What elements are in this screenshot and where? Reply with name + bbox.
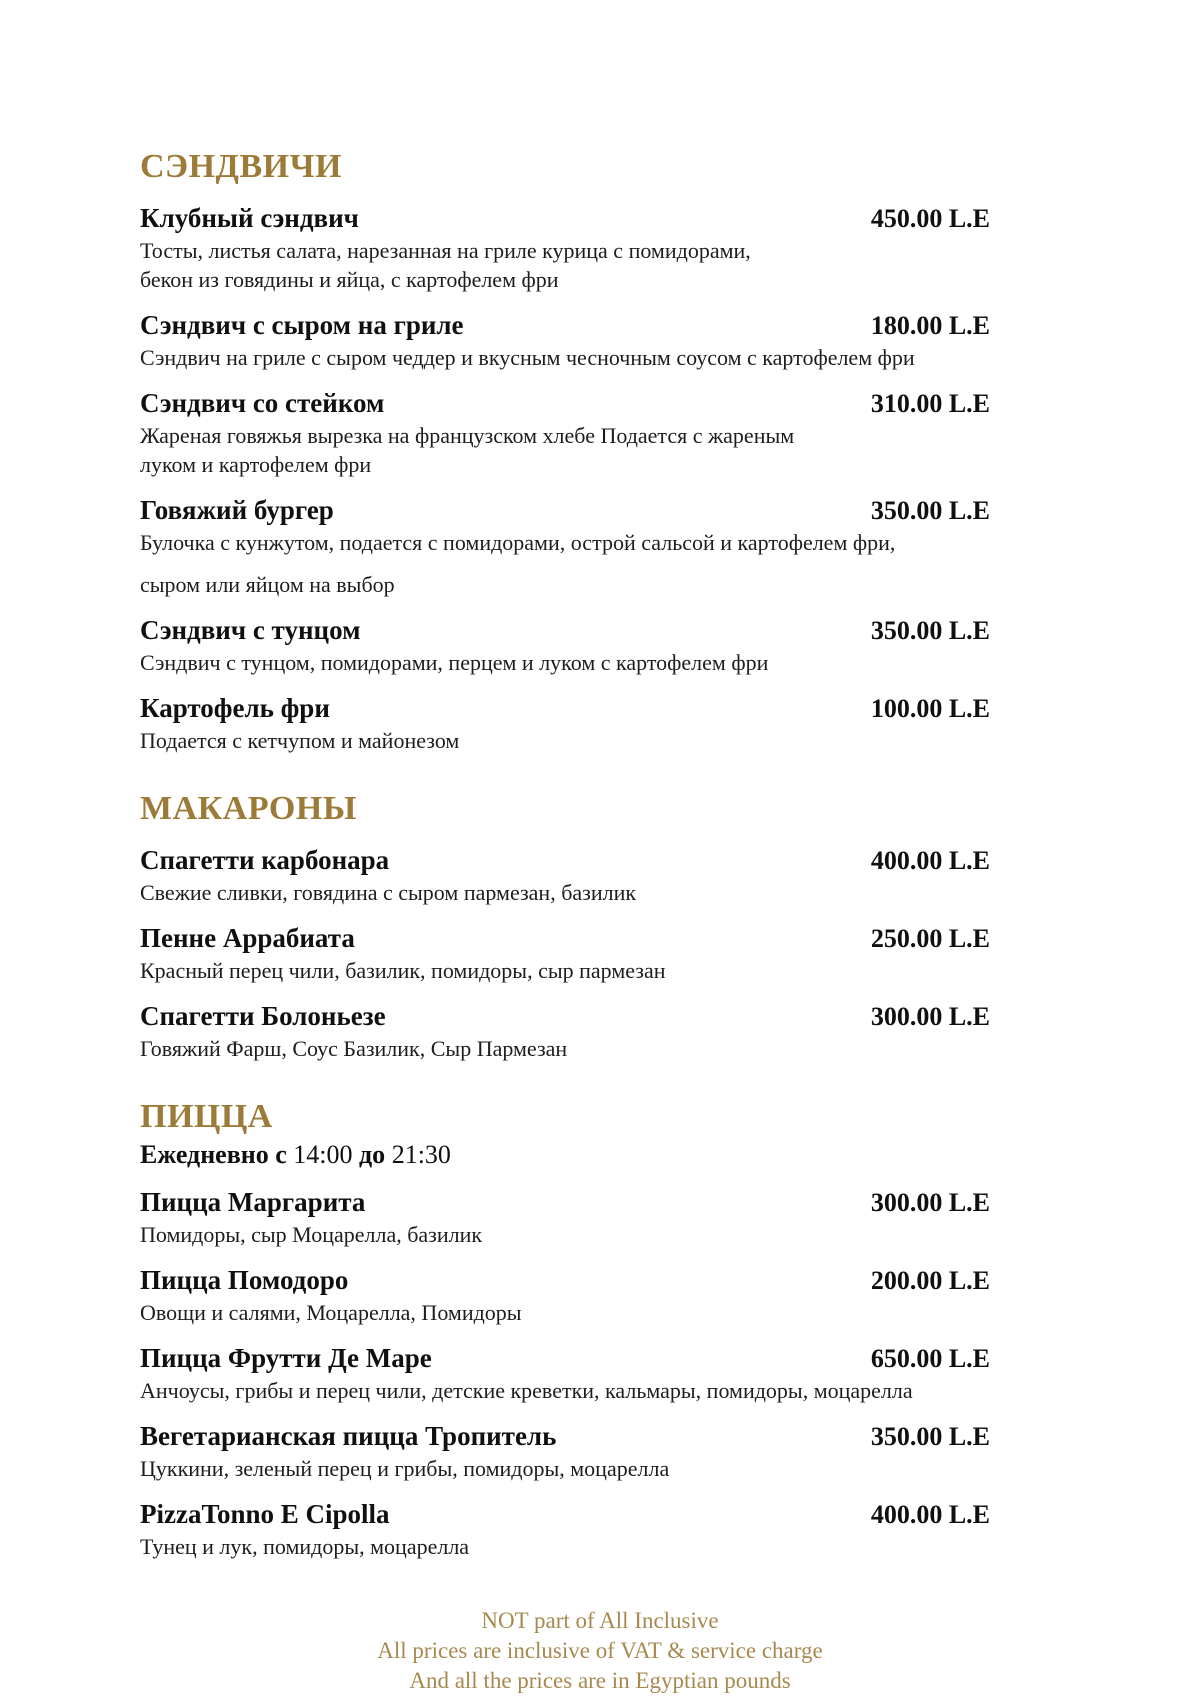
item-row <box>140 692 1012 725</box>
footer-notes <box>140 1606 1060 1696</box>
item-name: Пицца Помодоро <box>140 1265 349 1295</box>
item-description: Подается с кетчупом и майонезом <box>140 728 460 753</box>
item-description: Жареная говяжья вырезка на французском хлебе Подается с жареным <box>140 423 795 448</box>
schedule-time-start: 14:00 <box>293 1140 353 1169</box>
item-description: Сэндвич с тунцом, помидорами, перцем и луком с картофелем фри <box>140 650 769 675</box>
item-description: Тосты, листья салата, нарезанная на гриле курица с помидорами, <box>140 238 751 263</box>
item-price: 350.00 L.E <box>870 496 990 525</box>
item-name: Вегетарианская пицца Тропитель <box>140 1421 557 1451</box>
item-description: Говяжий Фарш, Соус Базилик, Сыр Пармезан <box>140 1036 568 1061</box>
item-row <box>140 614 1012 647</box>
menu-item-tuna-sandwich <box>140 614 1012 676</box>
item-name: Говяжий бургер <box>140 495 334 525</box>
item-row <box>140 1264 1012 1297</box>
item-price: 300.00 L.E <box>870 1002 990 1031</box>
item-description: Свежие сливки, говядина с сыром пармезан, базилик <box>140 880 637 905</box>
menu-item-steak-sandwich <box>140 387 1012 478</box>
item-name: Спагетти Болоньезе <box>140 1001 386 1031</box>
item-price: 400.00 L.E <box>870 1500 990 1529</box>
item-price: 180.00 L.E <box>870 311 990 340</box>
item-row <box>140 1186 1012 1219</box>
item-row <box>140 1498 1012 1531</box>
item-description: Анчоусы, грибы и перец чили, детские креветки, кальмары, помидоры, моцарелла <box>140 1378 913 1403</box>
menu-item-spaghetti-carbonara <box>140 844 1012 906</box>
item-description: Красный перец чили, базилик, помидоры, сыр пармезан <box>140 958 666 983</box>
item-price: 250.00 L.E <box>870 924 990 953</box>
item-row <box>140 494 1012 527</box>
item-row <box>140 387 1012 420</box>
item-description: Овощи и салями, Моцарелла, Помидоры <box>140 1300 522 1325</box>
item-description: Помидоры, сыр Моцарелла, базилик <box>140 1222 483 1247</box>
item-description: Цуккини, зеленый перец и грибы, помидоры, моцарелла <box>140 1456 670 1481</box>
item-row <box>140 1420 1012 1453</box>
item-description: Тунец и лук, помидоры, моцарелла <box>140 1534 470 1559</box>
menu-item-beef-burger <box>140 494 1012 598</box>
item-name: Пицца Фрутти Де Маре <box>140 1343 432 1373</box>
item-row <box>140 309 1012 342</box>
schedule-label-until: до <box>359 1140 386 1169</box>
menu-item-vegetarian-pizza-tropitel <box>140 1420 1012 1482</box>
item-name: PizzaTonno E Cipolla <box>140 1499 390 1529</box>
item-name: Сэндвич с тунцом <box>140 615 361 645</box>
menu-item-penne-arrabiata <box>140 922 1012 984</box>
item-row <box>140 1342 1012 1375</box>
item-name: Клубный сэндвич <box>140 203 359 233</box>
menu-item-spaghetti-bolognese <box>140 1000 1012 1062</box>
item-price: 100.00 L.E <box>870 694 990 723</box>
menu-item-pizza-tonno-e-cipolla <box>140 1498 1012 1560</box>
item-row <box>140 1000 1012 1033</box>
item-price: 300.00 L.E <box>870 1188 990 1217</box>
footer-note-vat: All prices are inclusive of VAT & service charge <box>377 1638 823 1663</box>
footer-note-currency: And all the prices are in Egyptian pounds <box>409 1668 791 1693</box>
item-description: луком и картофелем фри <box>140 452 372 477</box>
item-price: 200.00 L.E <box>870 1266 990 1295</box>
item-name: Сэндвич со стейком <box>140 388 385 418</box>
item-name: Пенне Аррабиата <box>140 923 355 953</box>
menu-item-grilled-cheese-sandwich <box>140 309 1012 371</box>
menu-content <box>140 148 1012 1560</box>
menu-item-club-sandwich <box>140 202 1012 293</box>
menu-item-pizza-pomodoro <box>140 1264 1012 1326</box>
schedule-time-end: 21:30 <box>391 1140 451 1169</box>
pizza-schedule <box>140 1140 1012 1170</box>
footer-note-all-inclusive: NOT part of All Inclusive <box>481 1608 719 1633</box>
item-price: 350.00 L.E <box>870 1422 990 1451</box>
item-row <box>140 202 1012 235</box>
section-title: СЭНДВИЧИ <box>140 148 342 185</box>
menu-item-pizza-margherita <box>140 1186 1012 1248</box>
item-name: Сэндвич с сыром на гриле <box>140 310 464 340</box>
item-row <box>140 844 1012 877</box>
item-price: 450.00 L.E <box>870 204 990 233</box>
item-description: сыром или яйцом на выбор <box>140 572 395 597</box>
item-row <box>140 922 1012 955</box>
section-sandwiches <box>140 148 1012 754</box>
item-description: Булочка с кунжутом, подается с помидорами, острой сальсой и картофелем фри, <box>140 530 896 555</box>
section-title: ПИЦЦА <box>140 1098 273 1135</box>
section-pizza <box>140 1098 1012 1560</box>
item-price: 400.00 L.E <box>870 846 990 875</box>
item-price: 350.00 L.E <box>870 616 990 645</box>
item-description: Сэндвич на гриле с сыром чеддер и вкусным чесночным соусом с картофелем фри <box>140 345 915 370</box>
item-price: 310.00 L.E <box>870 389 990 418</box>
menu-item-french-fries <box>140 692 1012 754</box>
menu-item-pizza-frutti-di-mare <box>140 1342 1012 1404</box>
item-description: бекон из говядины и яйца, с картофелем фри <box>140 267 559 292</box>
section-title: МАКАРОНЫ <box>140 790 357 827</box>
item-name: Пицца Маргарита <box>140 1187 366 1217</box>
item-name: Картофель фри <box>140 693 330 723</box>
schedule-label: Ежедневно с <box>140 1140 287 1169</box>
item-name: Спагетти карбонара <box>140 845 390 875</box>
section-pasta <box>140 790 1012 1062</box>
item-price: 650.00 L.E <box>870 1344 990 1373</box>
